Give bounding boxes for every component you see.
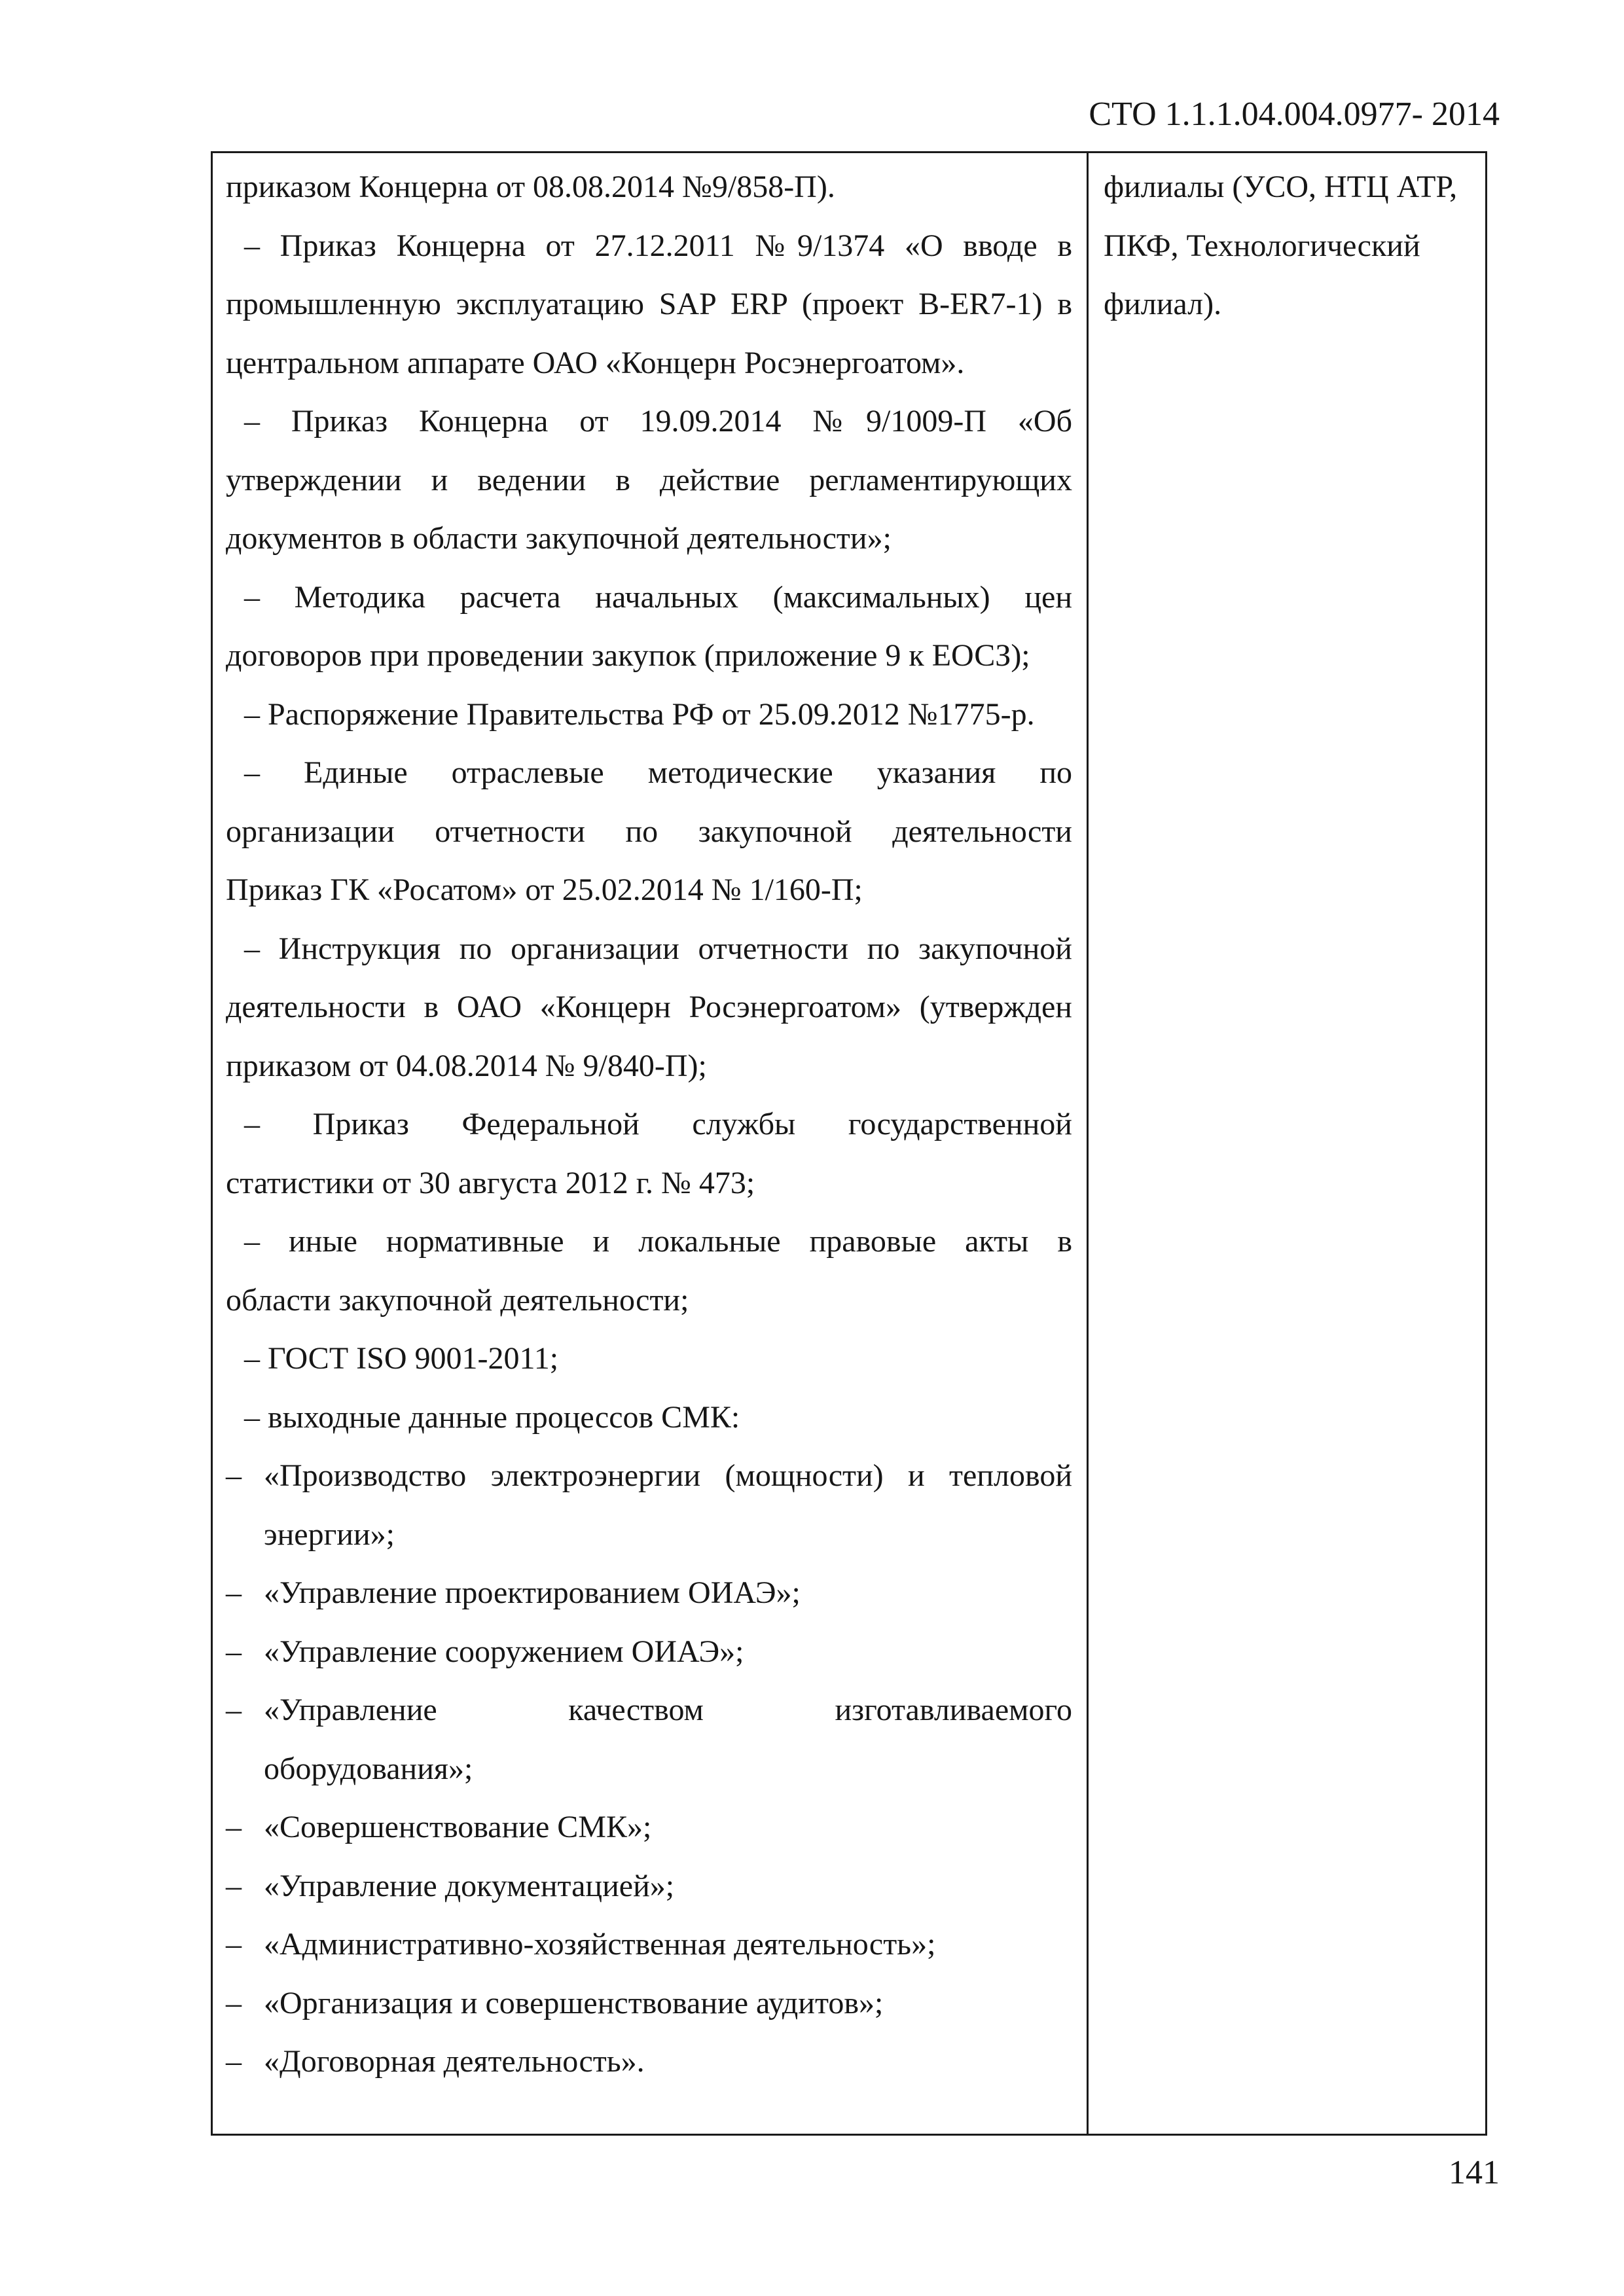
text-line: – Приказ Концерна от 19.09.2014 №9/1009-П «Об: [244, 404, 1072, 439]
text-line: центральном аппарате ОАО «Концерн Росэнергоатом».: [226, 345, 965, 380]
process-item-text: «Управление сооружением ОИАЭ»;: [264, 1634, 744, 1669]
text-line: ПКФ, Технологический: [1104, 228, 1420, 263]
process-item-text: «Административно-хозяйственная деятельность»;: [264, 1927, 936, 1962]
text-line: – Инструкция по организации отчетности по закупочной: [244, 931, 1072, 966]
process-item: [226, 1681, 1072, 1740]
text-line: – ГОСТ ISO 9001-2011;: [244, 1341, 559, 1376]
process-item: [226, 1915, 1072, 1974]
process-item: [226, 1446, 1072, 1505]
text-line: Приказ ГК «Росатом» от 25.02.2014 № 1/160-П;: [226, 872, 863, 907]
text-line: документов в области закупочной деятельности»;: [226, 521, 892, 556]
process-item: [226, 1974, 1072, 2033]
text-line: – выходные данные процессов СМК:: [244, 1399, 740, 1435]
text-line: – Методика расчета начальных (максимальных) цен: [244, 579, 1072, 615]
text-line: филиалы (УСО, НТЦ АТР,: [1104, 170, 1458, 204]
right-cell: [1104, 158, 1470, 334]
dash-bullet: –: [226, 2044, 242, 2079]
text-line: – Приказ Концерна от 27.12.2011 №9/1374 «О вводе в: [244, 228, 1072, 263]
text-line: – Распоряжение Правительства РФ от 25.09.2012 №1775-р.: [244, 696, 1035, 732]
process-item: [226, 1857, 1072, 1916]
dash-bullet: –: [226, 1458, 242, 1493]
text-line: – Единые отраслевые методические указания по: [244, 755, 1072, 790]
text-line: статистики от 30 августа 2012 г. № 473;: [226, 1165, 755, 1200]
process-item: [226, 1798, 1072, 1857]
page-number: 141: [1449, 2154, 1500, 2191]
process-item-text: «Управление документацией»;: [264, 1868, 675, 1903]
text-line: приказом Концерна от 08.08.2014 №9/858-П).: [226, 170, 835, 204]
text-line: организации отчетности по закупочной деятельности: [226, 814, 1072, 849]
text-line: промышленную эксплуатацию SAP ERP (проект B-ER7-1) в: [226, 287, 1072, 321]
document-code: СТО 1.1.1.04.004.0977- 2014: [1089, 96, 1500, 133]
text-line: приказом от 04.08.2014 № 9/840-П);: [226, 1048, 707, 1083]
dash-bullet: –: [226, 1693, 242, 1727]
process-item: [226, 1564, 1072, 1623]
text-line: утверждении и ведении в действие регламентирующих: [226, 462, 1072, 497]
text-line: деятельности в ОАО «Концерн Росэнергоатом» (утвержден: [226, 990, 1072, 1024]
dash-bullet: –: [226, 1810, 242, 1844]
process-item-continuation: оборудования»;: [264, 1751, 473, 1786]
dash-bullet: –: [226, 1575, 242, 1610]
process-item-text: «Договорная деятельность».: [264, 2044, 645, 2079]
dash-bullet: –: [226, 1927, 242, 1962]
process-item-text: «Управление качеством изготавливаемого: [264, 1693, 1072, 1727]
left-cell: [226, 158, 1072, 2091]
process-item: [226, 2032, 1072, 2091]
column-divider: [1087, 153, 1089, 2134]
process-item-continuation: энергии»;: [264, 1516, 395, 1552]
dash-bullet: –: [226, 1868, 242, 1903]
process-item-text: «Производство электроэнергии (мощности) и тепловой: [264, 1458, 1072, 1493]
text-line: договоров при проведении закупок (приложение 9 к ЕОСЗ);: [226, 638, 1030, 673]
process-item-text: «Организация и совершенствование аудитов»;: [264, 1985, 884, 2020]
text-line: – иные нормативные и локальные правовые акты в: [244, 1224, 1072, 1259]
text-line: филиал).: [1104, 287, 1222, 321]
text-line: – Приказ Федеральной службы государственной: [244, 1107, 1072, 1141]
dash-bullet: –: [226, 1985, 242, 2020]
process-item: [226, 1623, 1072, 1681]
process-item-text: «Управление проектированием ОИАЭ»;: [264, 1575, 801, 1610]
dash-bullet: –: [226, 1634, 242, 1669]
content-table: [211, 151, 1487, 2136]
process-item-text: «Совершенствование СМК»;: [264, 1810, 652, 1844]
text-line: области закупочной деятельности;: [226, 1282, 689, 1318]
